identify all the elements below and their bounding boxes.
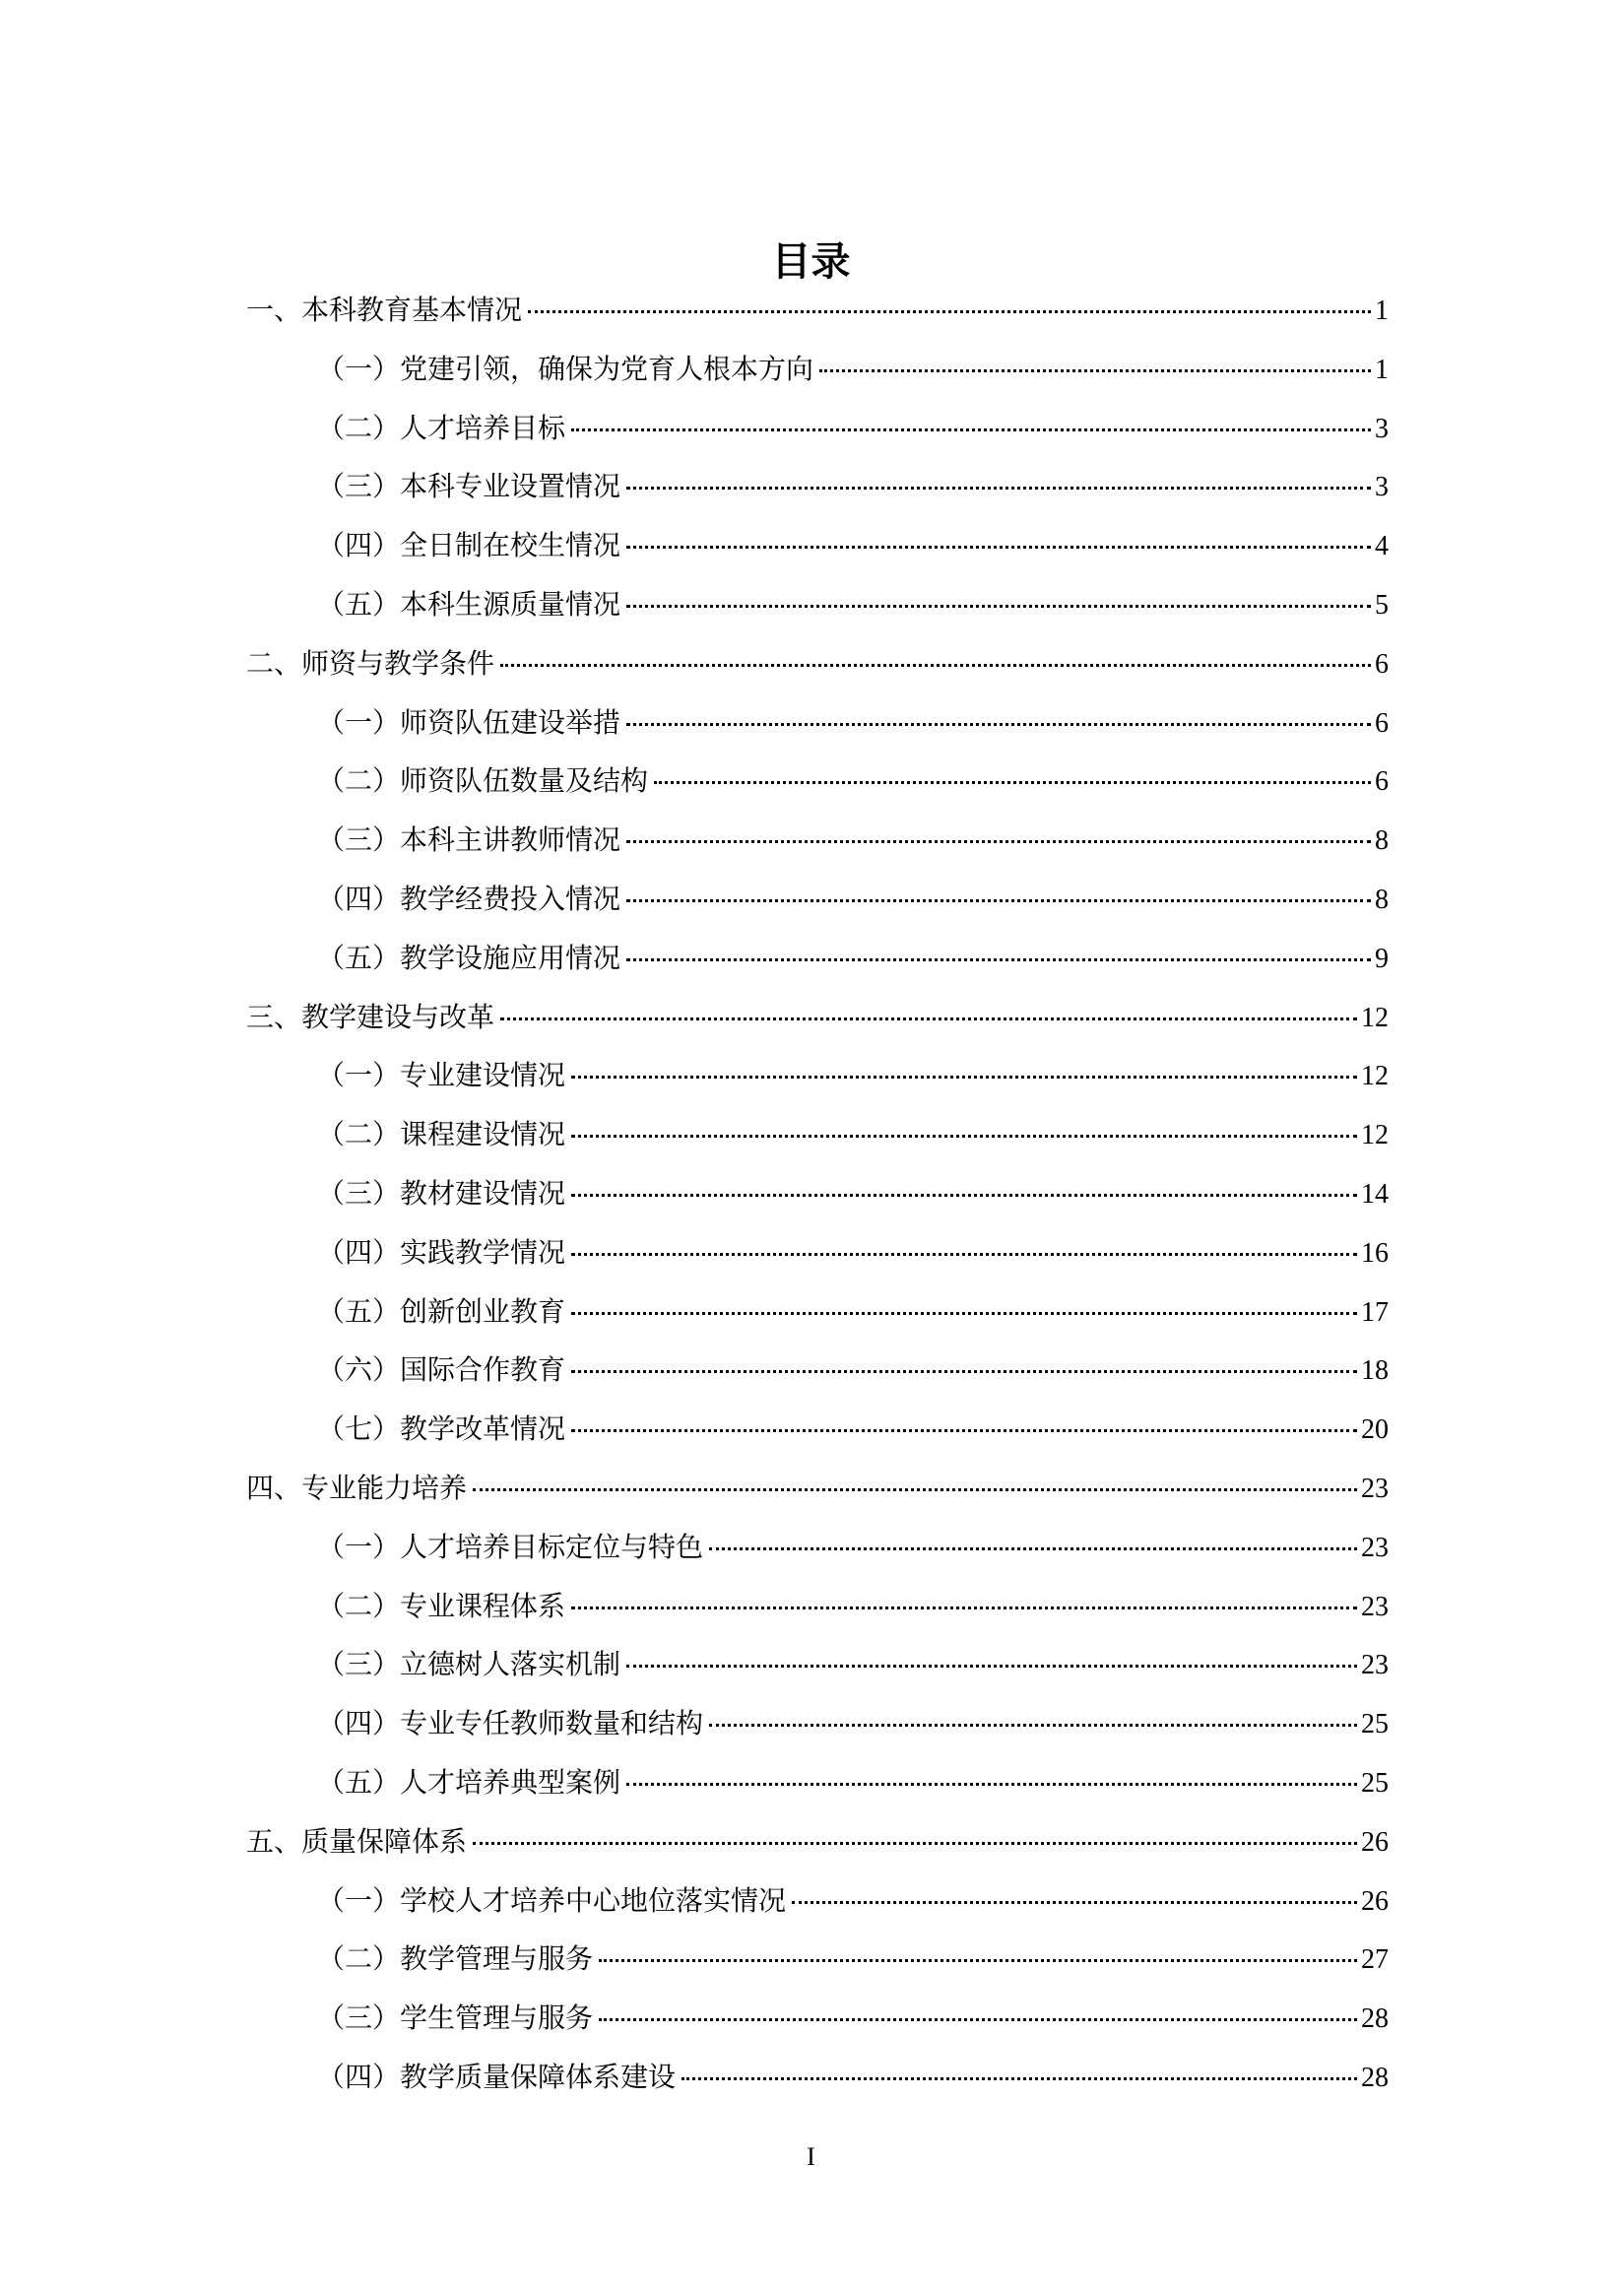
toc-subsection-entry[interactable] <box>246 875 1389 934</box>
toc-dot-leader <box>792 1901 1357 1904</box>
toc-entry-label: 四、专业能力培养 <box>246 1471 468 1504</box>
toc-subsection-entry[interactable] <box>246 1051 1389 1110</box>
toc-subsection-entry[interactable] <box>246 404 1389 463</box>
toc-entry-page-number: 25 <box>1361 1709 1389 1740</box>
toc-dot-leader <box>626 899 1371 902</box>
toc-dot-leader <box>626 840 1371 843</box>
toc-entry-label: （七）教学改革情况 <box>317 1412 566 1446</box>
toc-dot-leader <box>681 2077 1357 2080</box>
toc-entry-label: 五、质量保障体系 <box>246 1824 468 1858</box>
toc-entry-label: （一）师资队伍建设举措 <box>317 705 621 739</box>
table-of-contents <box>246 286 1389 2112</box>
toc-entry-page-number: 6 <box>1375 707 1389 739</box>
toc-entry-label: （二）专业课程体系 <box>317 1589 566 1622</box>
toc-subsection-entry[interactable] <box>246 521 1389 580</box>
toc-entry-label: （五）本科生源质量情况 <box>317 587 621 621</box>
toc-entry-label: （一）专业建设情况 <box>317 1059 566 1092</box>
toc-entry-page-number: 4 <box>1375 531 1389 562</box>
toc-entry-label: （一）党建引领，确保为党育人根本方向 <box>317 352 814 385</box>
toc-entry-page-number: 23 <box>1361 1650 1389 1681</box>
toc-dot-leader <box>709 1547 1357 1550</box>
toc-subsection-entry[interactable] <box>246 462 1389 521</box>
toc-dot-leader <box>709 1724 1357 1727</box>
toc-dot-leader <box>626 1783 1357 1786</box>
toc-entry-page-number: 6 <box>1375 648 1389 680</box>
toc-subsection-entry[interactable] <box>246 2053 1389 2112</box>
toc-entry-label: （五）创新创业教育 <box>317 1294 566 1328</box>
toc-subsection-entry[interactable] <box>246 1994 1389 2053</box>
toc-entry-label: 二、师资与教学条件 <box>246 646 495 680</box>
toc-dot-leader <box>819 369 1371 372</box>
toc-subsection-entry[interactable] <box>246 1405 1389 1464</box>
toc-subsection-entry[interactable] <box>246 1935 1389 1994</box>
toc-entry-page-number: 27 <box>1361 1944 1389 1976</box>
toc-section-entry[interactable] <box>246 1817 1389 1876</box>
toc-entry-label: （四）全日制在校生情况 <box>317 529 621 562</box>
toc-subsection-entry[interactable] <box>246 1287 1389 1346</box>
toc-entry-page-number: 28 <box>1361 2062 1389 2093</box>
toc-entry-label: （二）课程建设情况 <box>317 1118 566 1151</box>
toc-dot-leader <box>571 1253 1357 1256</box>
toc-subsection-entry[interactable] <box>246 1345 1389 1405</box>
toc-dot-leader <box>528 310 1371 313</box>
toc-entry-page-number: 23 <box>1361 1591 1389 1622</box>
toc-entry-page-number: 25 <box>1361 1767 1389 1799</box>
toc-entry-label: （四）教学质量保障体系建设 <box>317 2060 677 2093</box>
toc-subsection-entry[interactable] <box>246 1758 1389 1817</box>
toc-entry-label: （四）专业专任教师数量和结构 <box>317 1707 704 1740</box>
toc-subsection-entry[interactable] <box>246 1582 1389 1641</box>
toc-dot-leader <box>571 1429 1357 1432</box>
toc-entry-label: （五）教学设施应用情况 <box>317 941 621 974</box>
toc-entry-label: （二）人才培养目标 <box>317 411 566 444</box>
toc-dot-leader <box>473 1842 1357 1845</box>
toc-section-entry[interactable] <box>246 1464 1389 1523</box>
toc-entry-label: （一）学校人才培养中心地位落实情况 <box>317 1883 787 1917</box>
toc-entry-page-number: 28 <box>1361 2003 1389 2035</box>
toc-subsection-entry[interactable] <box>246 1110 1389 1169</box>
toc-entry-label: （四）实践教学情况 <box>317 1235 566 1269</box>
toc-subsection-entry[interactable] <box>246 1169 1389 1228</box>
toc-dot-leader <box>626 723 1371 726</box>
toc-entry-label: 一、本科教育基本情况 <box>246 294 523 326</box>
toc-section-entry[interactable] <box>246 993 1389 1052</box>
toc-subsection-entry[interactable] <box>246 934 1389 993</box>
toc-entry-page-number: 8 <box>1375 884 1389 915</box>
toc-subsection-entry[interactable] <box>246 345 1389 404</box>
toc-entry-label: 三、教学建设与改革 <box>246 1000 495 1033</box>
toc-entry-page-number: 26 <box>1361 1885 1389 1917</box>
toc-entry-page-number: 1 <box>1375 295 1389 326</box>
toc-entry-page-number: 17 <box>1361 1296 1389 1328</box>
toc-subsection-entry[interactable] <box>246 1699 1389 1758</box>
toc-subsection-entry[interactable] <box>246 580 1389 639</box>
toc-dot-leader <box>571 1607 1357 1609</box>
toc-entry-page-number: 12 <box>1361 1120 1389 1151</box>
toc-dot-leader <box>571 1370 1357 1373</box>
toc-entry-page-number: 12 <box>1361 1002 1389 1033</box>
toc-entry-page-number: 16 <box>1361 1237 1389 1269</box>
toc-section-entry[interactable] <box>246 286 1389 345</box>
toc-dot-leader <box>571 428 1371 431</box>
toc-entry-page-number: 5 <box>1375 589 1389 621</box>
toc-entry-label: （三）学生管理与服务 <box>317 2001 594 2035</box>
toc-entry-label: （二）师资队伍数量及结构 <box>317 764 649 798</box>
toc-entry-page-number: 23 <box>1361 1473 1389 1504</box>
toc-entry-page-number: 8 <box>1375 825 1389 857</box>
toc-entry-label: （四）教学经费投入情况 <box>317 882 621 915</box>
toc-dot-leader <box>571 1194 1357 1197</box>
toc-entry-page-number: 14 <box>1361 1178 1389 1210</box>
toc-dot-leader <box>626 958 1371 961</box>
toc-entry-label: （三）立德树人落实机制 <box>317 1648 621 1681</box>
toc-entry-page-number: 23 <box>1361 1532 1389 1563</box>
page-title: 目录 <box>771 239 851 285</box>
toc-entry-label: （三）教材建设情况 <box>317 1176 566 1210</box>
toc-dot-leader <box>571 1076 1357 1079</box>
toc-dot-leader <box>473 1488 1357 1491</box>
toc-entry-label: （二）教学管理与服务 <box>317 1942 594 1976</box>
toc-subsection-entry[interactable] <box>246 816 1389 875</box>
toc-entry-page-number: 6 <box>1375 766 1389 798</box>
toc-subsection-entry[interactable] <box>246 756 1389 816</box>
toc-entry-page-number: 18 <box>1361 1355 1389 1387</box>
toc-dot-leader <box>571 1135 1357 1138</box>
toc-subsection-entry[interactable] <box>246 1876 1389 1935</box>
toc-dot-leader <box>626 1665 1357 1668</box>
toc-entry-page-number: 9 <box>1375 943 1389 974</box>
toc-dot-leader <box>571 1312 1357 1315</box>
toc-entry-label: （五）人才培养典型案例 <box>317 1765 621 1799</box>
toc-dot-leader <box>599 1959 1357 1962</box>
toc-subsection-entry[interactable] <box>246 698 1389 757</box>
toc-entry-label: （三）本科主讲教师情况 <box>317 823 621 857</box>
toc-entry-label: （一）人才培养目标定位与特色 <box>317 1530 704 1563</box>
toc-entry-label: （三）本科专业设置情况 <box>317 470 621 503</box>
toc-section-entry[interactable] <box>246 639 1389 698</box>
toc-dot-leader <box>599 2018 1357 2021</box>
toc-dot-leader <box>626 487 1371 490</box>
toc-dot-leader <box>654 781 1371 784</box>
toc-subsection-entry[interactable] <box>246 1640 1389 1699</box>
toc-entry-page-number: 26 <box>1361 1826 1389 1858</box>
toc-entry-page-number: 3 <box>1375 413 1389 444</box>
toc-dot-leader <box>500 664 1371 667</box>
toc-entry-page-number: 20 <box>1361 1414 1389 1446</box>
toc-entry-page-number: 1 <box>1375 354 1389 385</box>
page-number: I <box>807 2142 815 2171</box>
toc-entry-page-number: 12 <box>1361 1061 1389 1092</box>
toc-dot-leader <box>626 605 1371 608</box>
toc-subsection-entry[interactable] <box>246 1228 1389 1287</box>
toc-subsection-entry[interactable] <box>246 1523 1389 1582</box>
toc-dot-leader <box>500 1017 1357 1020</box>
toc-entry-label: （六）国际合作教育 <box>317 1353 566 1387</box>
toc-dot-leader <box>626 546 1371 549</box>
toc-entry-page-number: 3 <box>1375 472 1389 503</box>
